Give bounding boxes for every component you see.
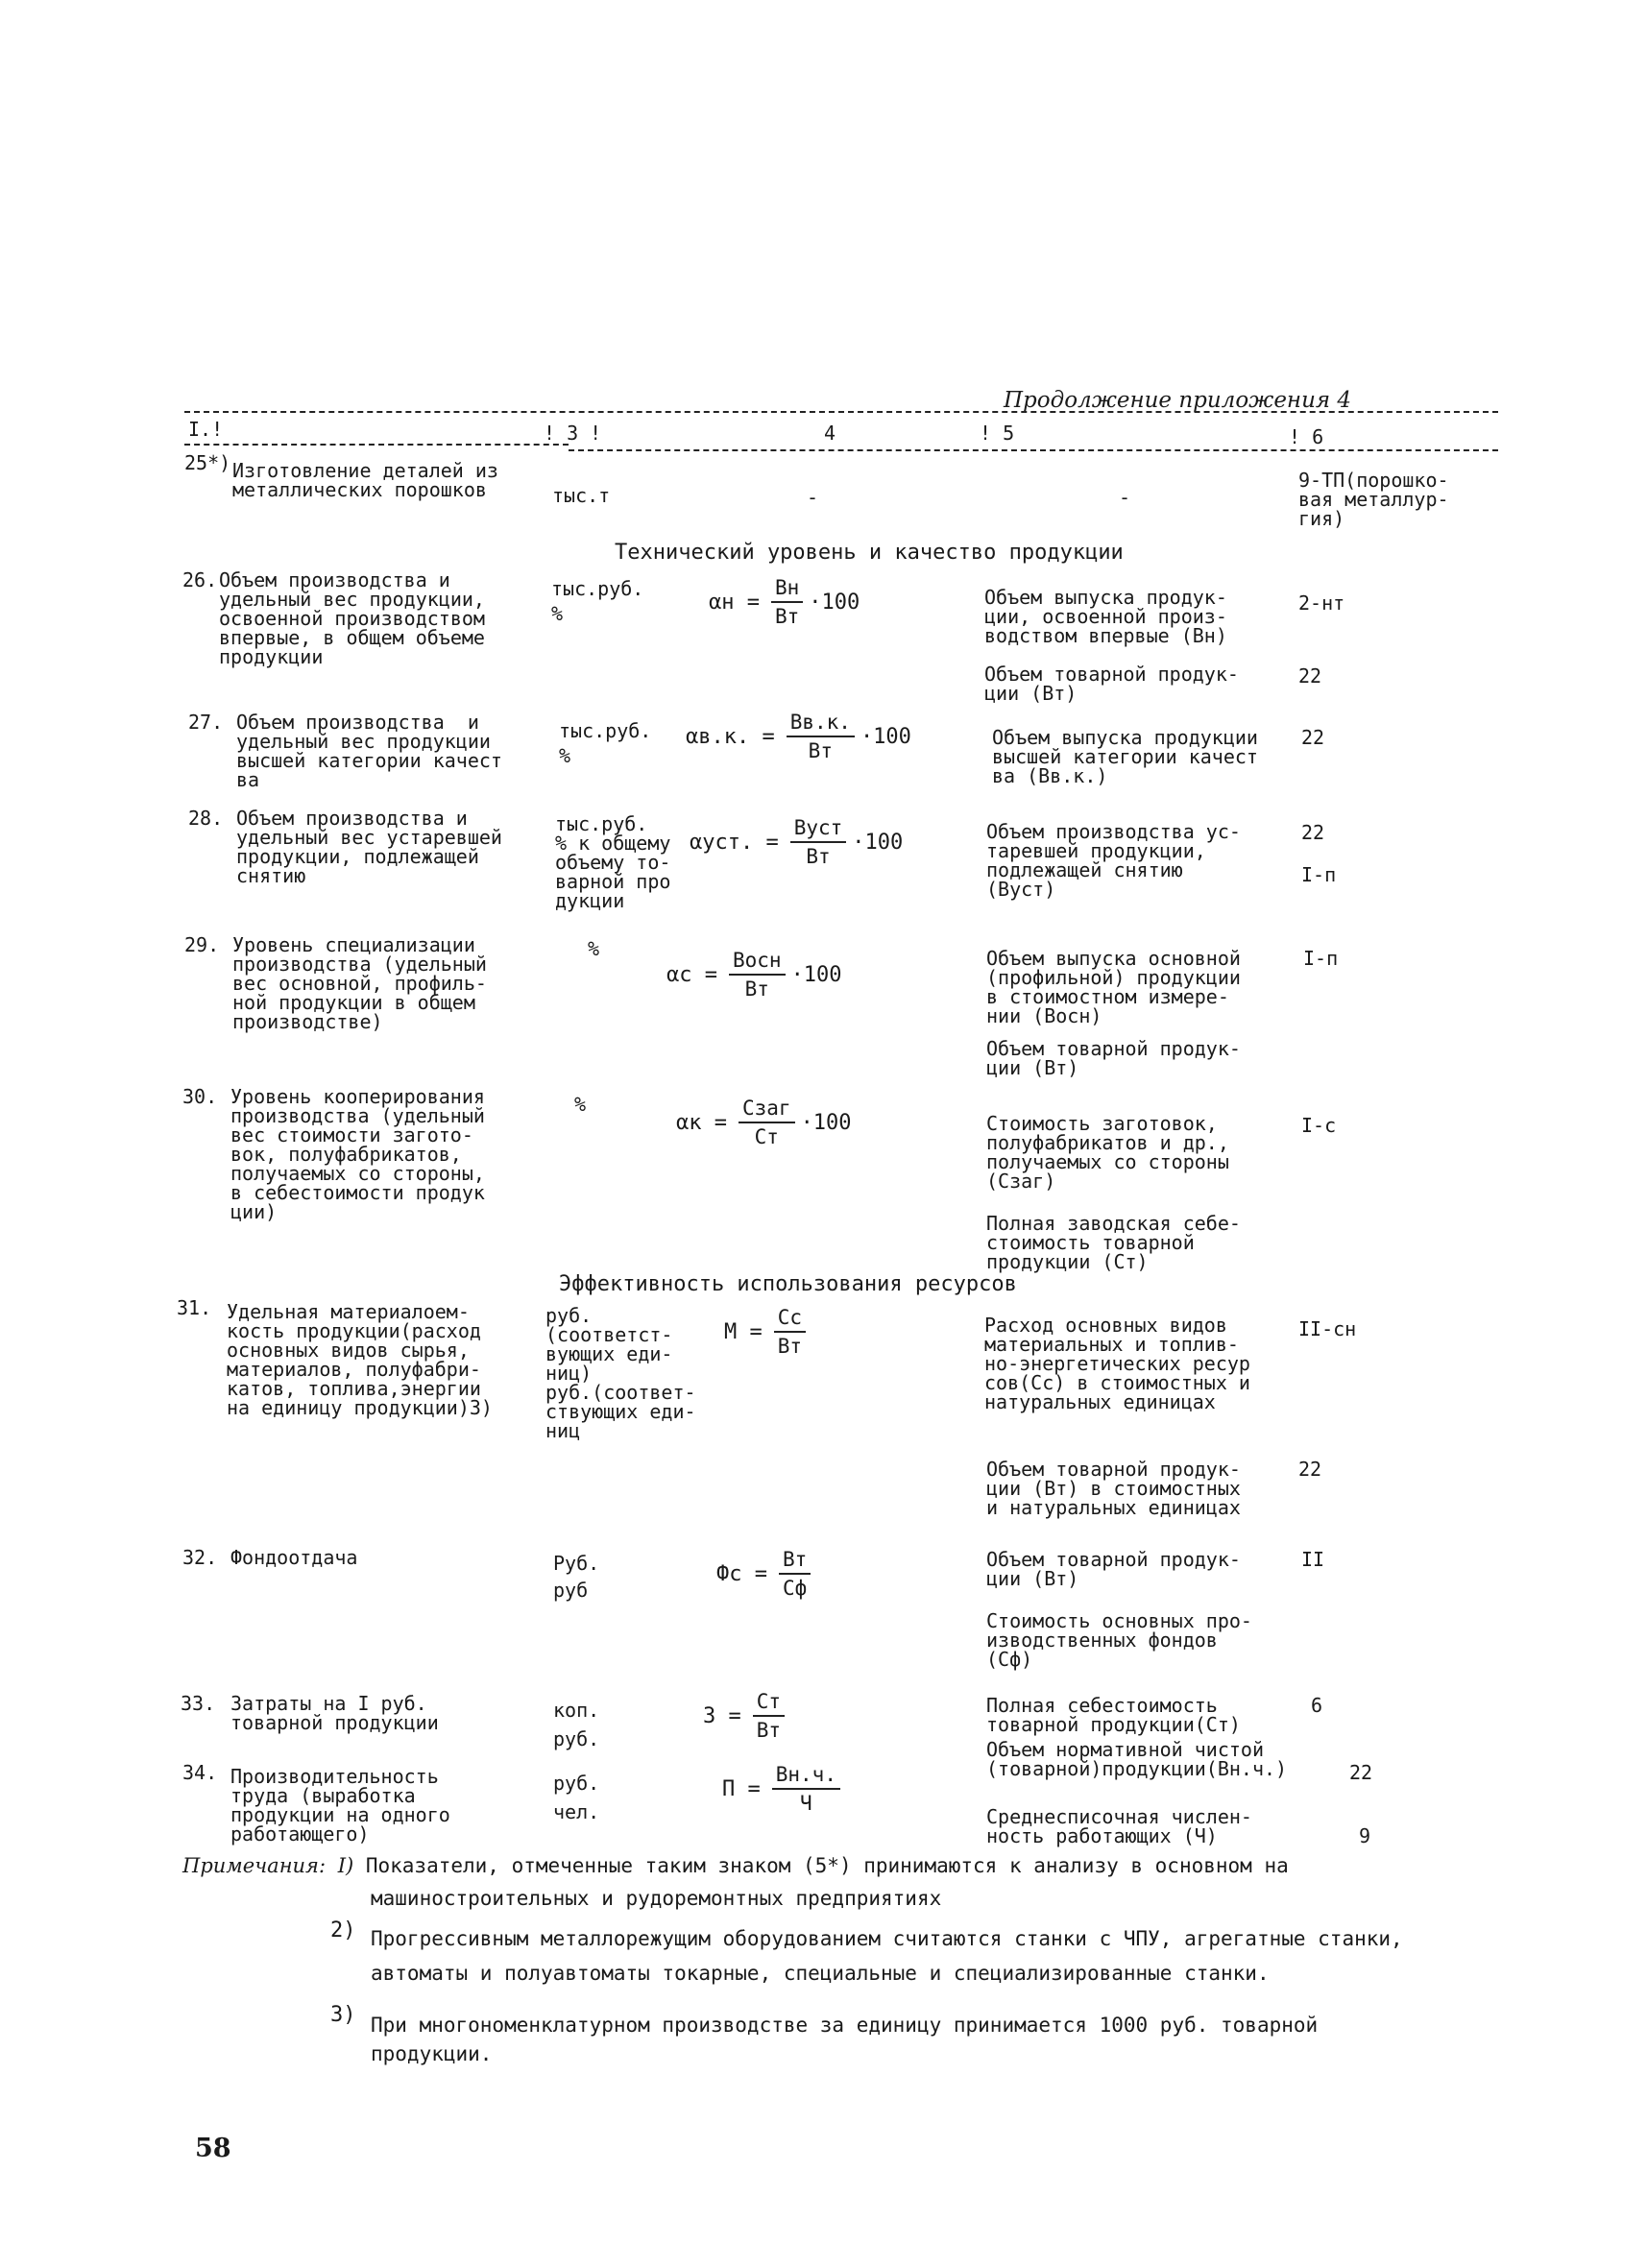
row-25-form: 9-ТП(порошко- вая металлур- гия) (1298, 469, 1449, 530)
row-32-name: Фондоотдача (230, 1546, 358, 1569)
row-32-formula (716, 1548, 811, 1600)
page-number: 58 (195, 2134, 231, 2163)
notes-label: Примечания: (182, 1854, 327, 1877)
note-1-text-a: Показатели, отмеченные таким знаком (5*) принимаются к анализу в основном на (365, 1854, 1289, 1877)
row-28-formula-lhs: ⍺уст. = (690, 830, 779, 855)
row-33-formula-lhs: З = (703, 1703, 741, 1728)
row-33-desc2: Объем нормативной чистой (товарной)продукции(Вн.ч.) (986, 1738, 1288, 1780)
row-31-desc: Расход основных видов материальных и топлив- но-энергетических ресур сов(Сс) в стоимостных и натуральных единицах (984, 1314, 1250, 1413)
row-29-number: 29. (184, 933, 220, 956)
row-27-number: 27. (188, 711, 224, 734)
row-29-name: Уровень специализации производства (удельный вес основной, профиль- ной продукции в общем производстве) (232, 933, 487, 1033)
row-29-formula-numerator: Восн (732, 949, 782, 972)
section-title-quality: Технический уровень и качество продукции (615, 541, 1124, 565)
row-29-form: I-п (1303, 947, 1339, 970)
row-33-formula-denominator: Вт (756, 1719, 782, 1742)
row-34-form: 9 (1359, 1824, 1371, 1847)
row-29-formula-lhs: ⍺с = (666, 962, 717, 987)
row-29-formula-tail: ·100 (790, 962, 842, 987)
note-2-mark: 2) (330, 1918, 356, 1942)
row-33-unit: коп. руб. (553, 1699, 600, 1750)
row-27-desc: Объем выпуска продукции высшей категории качест ва (Вв.к.) (992, 726, 1258, 787)
row-27-form: 22 (1301, 726, 1325, 749)
row-32-unit: Руб. руб (553, 1552, 600, 1602)
row-31-form2: 22 (1298, 1458, 1322, 1481)
row-30-number: 30. (182, 1085, 218, 1108)
row-34-formula-numerator: Вн.ч. (775, 1763, 836, 1786)
row-33-formula (703, 1690, 785, 1742)
header-underline-left (184, 444, 569, 446)
row-28-unit: тыс.руб. % к общему объему то- варной про дукции (555, 812, 671, 912)
row-27-formula-lhs: ⍺в.к. = (686, 724, 775, 749)
row-25-desc: - (1119, 486, 1131, 509)
row-33-form2: 22 (1349, 1761, 1373, 1784)
row-27-formula-numerator: Вв.к. (789, 711, 851, 734)
row-25-formula: - (807, 486, 819, 509)
row-29-desc: Объем выпуска основной (профильной) продукции в стоимостном измере- нии (Восн) (986, 947, 1241, 1027)
row-33-formula-numerator: Ст (756, 1690, 782, 1713)
row-33-desc: Полная себестоимость товарной продукции(Ст) (986, 1694, 1241, 1736)
row-30-unit: % (574, 1093, 587, 1116)
note-1-text-b: машиностроительных и рудоремонтных предприятиях (371, 1887, 942, 1910)
row-30-desc2: Полная заводская себе- стоимость товарной продукции (Ст) (986, 1212, 1241, 1273)
row-34-number: 34. (182, 1761, 218, 1784)
row-26-desc2: Объем товарной продук- ции (Вт) (984, 663, 1239, 705)
section-title-resources: Эффективность использования ресурсов (559, 1272, 1017, 1296)
row-31-form: II-сн (1298, 1317, 1357, 1340)
row-30-formula (676, 1097, 852, 1148)
row-32-formula-denominator: Сф (782, 1577, 808, 1600)
row-29-unit: % (588, 937, 600, 960)
row-33-name: Затраты на I руб. товарной продукции (230, 1692, 439, 1734)
row-27-formula-tail: ·100 (860, 724, 911, 749)
row-32-number: 32. (182, 1546, 218, 1569)
row-26-form: 2-нт (1298, 591, 1345, 615)
row-34-unit: руб. чел. (553, 1772, 600, 1823)
row-25-number: 25*) (184, 451, 231, 474)
row-28-form: 22 I-п (1301, 821, 1337, 886)
row-26-formula-numerator: Вн (774, 576, 800, 599)
row-32-formula-numerator: Вт (782, 1548, 808, 1571)
row-30-formula-tail: ·100 (800, 1110, 852, 1135)
row-27-formula (686, 711, 911, 762)
col-header-1: I.! (188, 418, 224, 441)
row-28-desc: Объем производства ус- таревшей продукции, подлежащей снятию (Вуст) (986, 820, 1241, 901)
note-2-text-a: Прогрессивным металлорежущим оборудованием считаются станки с ЧПУ, агрегатные станки, (371, 1927, 1403, 1950)
row-26-name: Объем производства и удельный вес продукции, освоенной производством впервые, в общем объеме продукции (219, 568, 485, 668)
note-3-mark: 3) (330, 2003, 356, 2027)
row-30-formula-lhs: ⍺к = (676, 1110, 727, 1135)
col-header-5: ! 5 (980, 422, 1015, 445)
row-31-formula (724, 1306, 806, 1358)
row-29-desc2: Объем товарной продук- ции (Вт) (986, 1037, 1241, 1079)
header-underline-right (569, 449, 1498, 451)
row-32-formula-lhs: Фс = (716, 1561, 767, 1586)
note-3-text-b: продукции. (371, 2042, 493, 2065)
row-26-formula-lhs: ⍺н = (709, 590, 760, 615)
row-34-formula-denominator: Ч (800, 1792, 812, 1815)
row-26-formula-tail: ·100 (809, 590, 860, 615)
col-header-4: 4 (824, 422, 836, 445)
row-30-desc: Стоимость заготовок, полуфабрикатов и др., получаемых со стороны (Сзаг) (986, 1112, 1229, 1193)
row-31-name: Удельная материалоем- кость продукции(расход основных видов сырья, материалов, полуфабри- катов, топлива,энергии на единицу продукции)3) (227, 1300, 493, 1419)
row-26-form2: 22 (1298, 664, 1322, 688)
row-26-number: 26. (182, 568, 218, 591)
top-rule (184, 411, 1498, 413)
row-28-number: 28. (188, 807, 224, 830)
row-30-formula-denominator: Ст (754, 1125, 779, 1148)
row-32-desc: Объем товарной продук- ции (Вт) (986, 1548, 1241, 1590)
row-31-desc2: Объем товарной продук- ции (Вт) в стоимостных и натуральных единицах (986, 1458, 1241, 1519)
row-29-formula (666, 949, 842, 1001)
row-33-form: 6 (1311, 1694, 1323, 1717)
row-26-formula-denominator: Вт (774, 605, 800, 628)
row-31-unit: руб. (соответст- вующих еди- ниц) руб.(соответ- ствующих еди- ниц (545, 1304, 696, 1442)
col-header-3: ! 3 ! (544, 422, 602, 445)
row-29-formula-denominator: Вт (744, 977, 769, 1001)
row-26-desc: Объем выпуска продук- ции, освоенной произ- водством впервые (Вн) (984, 586, 1227, 647)
row-34-formula (722, 1763, 840, 1815)
row-31-formula-numerator: Сс (777, 1306, 803, 1329)
row-28-formula-tail: ·100 (852, 830, 904, 855)
row-27-formula-denominator: Вт (808, 739, 833, 762)
row-34-formula-lhs: П = (722, 1776, 761, 1801)
row-25-name: Изготовление деталей из металлических порошков (232, 459, 498, 501)
note-2-text-b: автоматы и полуавтоматы токарные, специальные и специализированные станки. (371, 1962, 1270, 1985)
row-28-formula (690, 816, 903, 868)
row-27-name: Объем производства и удельный вес продукции высшей категории качест ва (236, 711, 502, 791)
row-28-name: Объем производства и удельный вес устаревшей продукции, подлежащей снятию (236, 807, 502, 887)
note-3-text-a: При многономенклатурном производстве за единицу принимается 1000 руб. товарной (371, 2014, 1319, 2037)
row-30-formula-numerator: Сзаг (741, 1097, 791, 1120)
row-25-unit: тыс.т (552, 484, 611, 507)
row-31-number: 31. (177, 1296, 212, 1319)
continuation-header: Продолжение приложения 4 (1004, 388, 1352, 413)
notes-line-1 (182, 1851, 1460, 1880)
row-34-desc: Среднесписочная числен- ность работающих (Ч) (986, 1805, 1252, 1847)
col-header-6: ! 6 (1289, 425, 1324, 448)
note-1-mark: I) (337, 1854, 354, 1877)
row-32-form: II (1301, 1548, 1325, 1571)
row-26-unit: тыс.руб. % (551, 577, 644, 625)
row-30-name: Уровень кооперирования производства (удельный вес стоимости загото- вок, полуфабрикатов, получаемых со стороны, в себестоимости продук ции) (230, 1085, 485, 1223)
row-26-formula (709, 576, 860, 628)
row-31-formula-denominator: Вт (777, 1335, 803, 1358)
row-28-formula-denominator: Вт (806, 845, 831, 868)
row-33-number: 33. (181, 1692, 216, 1715)
row-28-formula-numerator: Вуст (793, 816, 843, 839)
row-27-unit: тыс.руб. % (559, 719, 652, 767)
row-34-name: Производительность труда (выработка продукции на одного работающего) (230, 1765, 450, 1846)
row-30-form: I-с (1301, 1114, 1337, 1137)
row-32-desc2: Стоимость основных про- изводственных фондов (Сф) (986, 1609, 1252, 1671)
row-31-formula-lhs: М = (724, 1319, 763, 1344)
